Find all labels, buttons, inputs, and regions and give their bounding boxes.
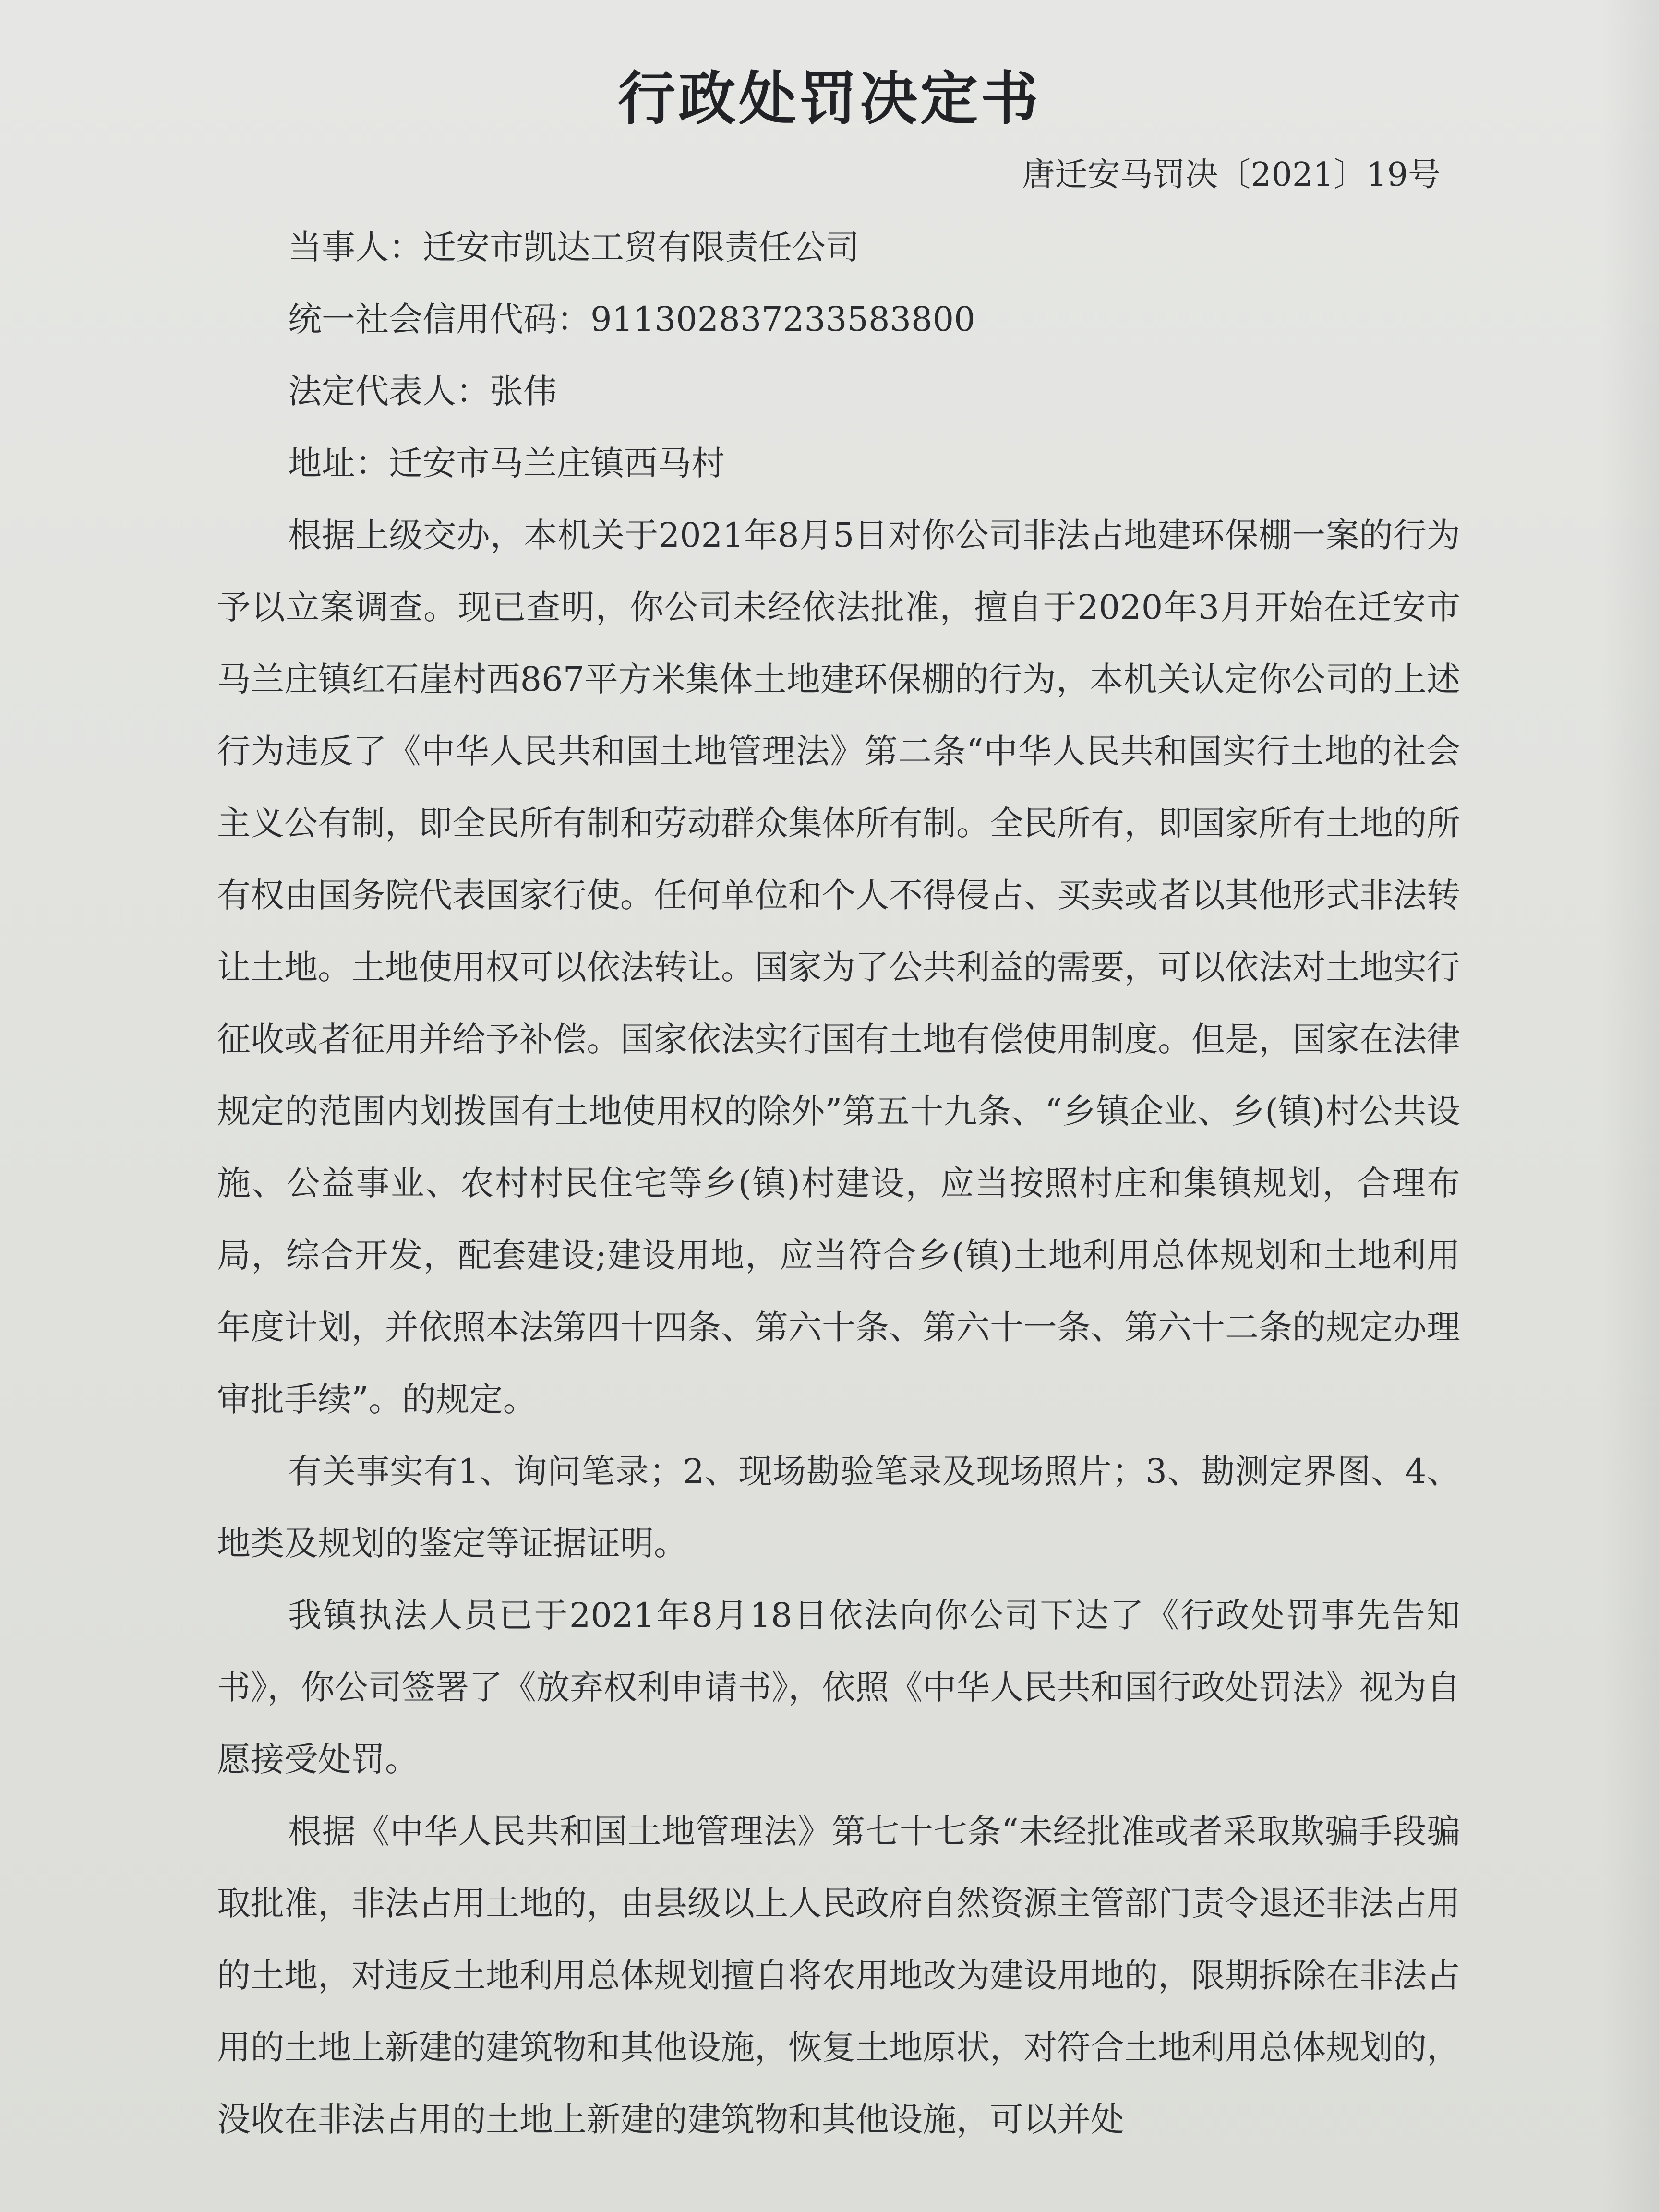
field-label: 地址： [288,444,389,483]
party-info [288,221,975,509]
paragraph-evidence: 有关事实有1、询问笔录；2、现场勘验笔录及现场照片；3、勘测定界图、4、地类及规划的鉴定等证据证明。 [217,1452,1460,1563]
field-address [288,437,975,509]
field-label: 法定代表人： [288,372,490,411]
page-shadow [1601,0,1659,2212]
document-body [217,499,1460,2155]
field-value: 张伟 [490,372,557,411]
field-label: 当事人： [288,228,422,267]
field-party [288,221,975,293]
paragraph-findings: 根据上级交办，本机关于2021年8月5日对你公司非法占地建环保棚一案的行为予以立案调查。现已查明，你公司未经依法批准，擅自于2020年3月开始在迁安市马兰庄镇红石崖村西867平方米集体土地建环保棚的行为，本机关认定你公司的上述行为违反了《中华人民共和国土地管理法》第二条“中华人民共和国实行土地的社会主义公有制，即全民所有制和劳动群众集体所有制。全民所有，即国家所有土地的所有权由国务院代表国家行使。任何单位和个人不得侵占、买卖或者以其他形式非法转让土地。土地使用权可以依法转让。国家为了公共利益的需要，可以依法对土地实行征收或者征用并给予补偿。国家依法实行国有土地有偿使用制度。但是，国家在法律规定的范围内划拨国有土地使用权的除外”第五十九条、“乡镇企业、乡(镇)村公共设施、公益事业、农村村民住宅等乡(镇)村建设，应当按照村庄和集镇规划，合理布局，综合开发，配套建设;建设用地，应当符合乡(镇)土地利用总体规划和土地利用年度计划，并依照本法第四十四条、第六十条、第六十一条、第六十二条的规定办理审批手续”。的规定。 [217,516,1460,1419]
paragraph-legal-basis: 根据《中华人民共和国土地管理法》第七十七条“未经批准或者采取欺骗手段骗取批准，非法占用土地的，由县级以上人民政府自然资源主管部门责令退还非法占用的土地，对违反土地利用总体规划擅自将农用地改为建设用地的，限期拆除在非法占用的土地上新建的建筑物和其他设施，恢复土地原状，对符合土地利用总体规划的，没收在非法占用的土地上新建的建筑物和其他设施，可以并处 [217,1812,1460,2139]
field-credit-code [288,293,975,365]
field-value: 911302837233583800 [590,300,975,339]
field-value: 迁安市马兰庄镇西马村 [389,444,725,483]
field-value: 迁安市凯达工贸有限责任公司 [422,228,859,267]
paragraph-notice: 我镇执法人员已于2021年8月18日依法向你公司下达了《行政处罚事先告知书》，你公司签署了《放弃权利申请书》，依照《中华人民共和国行政处罚法》视为自愿接受处罚。 [217,1596,1460,1779]
field-legal-representative [288,365,975,437]
field-label: 统一社会信用代码： [288,300,590,339]
document-number: 唐迁安马罚决〔2021〕19号 [1022,156,1441,194]
document-title: 行政处罚决定书 [618,66,1041,132]
